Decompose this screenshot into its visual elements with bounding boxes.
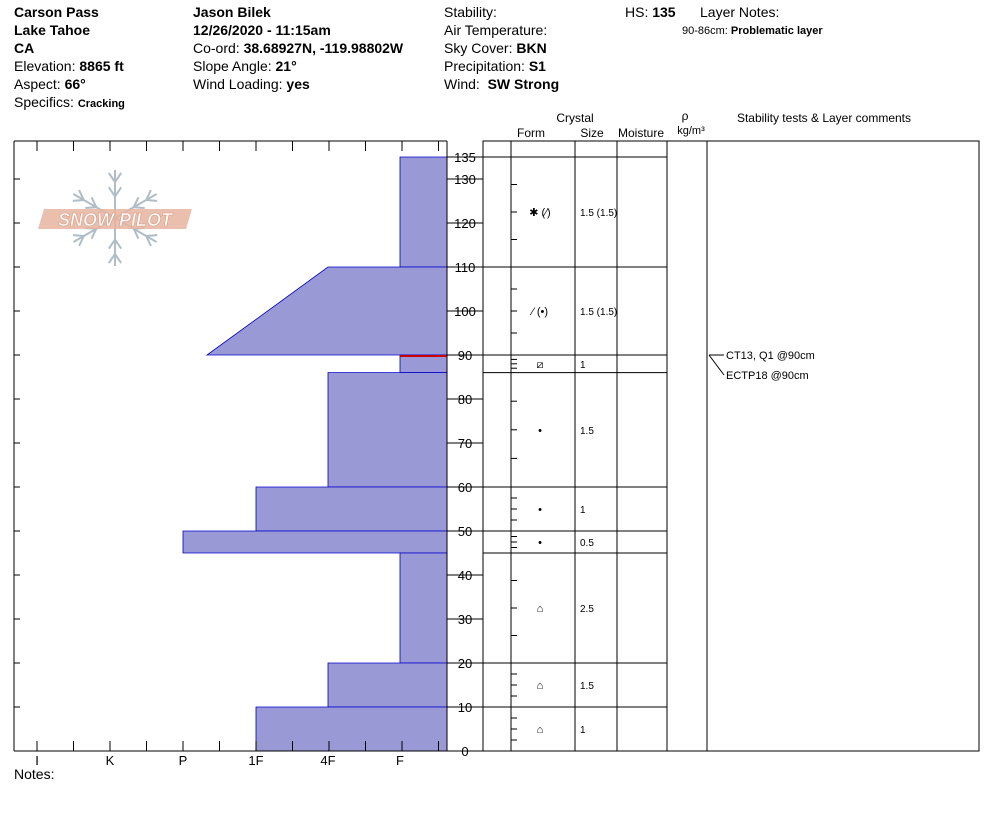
coord-value: 38.68927N, -119.98802W [243, 40, 404, 56]
wind-loading-label: Wind Loading: [193, 76, 283, 92]
hardness-tick-label: I [35, 753, 39, 768]
crystal-size: 1.5 (1.5) [580, 208, 618, 219]
location-name: Carson Pass [14, 4, 99, 20]
specifics-value: Cracking [77, 98, 125, 110]
crystal-form-symbol: ✱ (⁄) [529, 207, 551, 219]
layer-table [483, 109, 979, 751]
depth-tick-label: 30 [457, 612, 473, 627]
depth-tick-label: 0 [461, 744, 469, 759]
depth-tick-label: 60 [457, 480, 473, 495]
depth-tick-label: 130 [454, 172, 476, 187]
table-frame [483, 141, 707, 751]
crystal-form-symbol: • [538, 504, 542, 516]
crystal-form-symbol: ⌂ [536, 603, 544, 615]
snowpilot-logo [38, 170, 192, 266]
layer-note-text: Problematic layer [730, 25, 823, 37]
stability-test-label: CT13, Q1 @90cm [726, 350, 815, 362]
snowflake-branch [85, 207, 96, 208]
snowflake-branch [73, 235, 84, 236]
crystal-size: 0.5 [580, 538, 594, 549]
depth-tick-label: 90 [457, 348, 473, 363]
stability-test-label: ECTP18 @90cm [726, 370, 809, 382]
depth-tick-label: 120 [454, 216, 476, 231]
wind-loading-value: yes [286, 76, 310, 92]
layer-bar [256, 487, 447, 531]
layer-bar [207, 267, 447, 355]
aspect-label: Aspect: [14, 76, 61, 92]
slope-label: Slope Angle: [193, 58, 272, 74]
crystal-size: 1.5 [580, 681, 594, 692]
specifics-label: Specifics: [14, 94, 74, 110]
layer-bar [328, 663, 447, 707]
crystal-size: 1 [580, 725, 586, 736]
wind-value: SW Strong [487, 76, 560, 92]
crystal-size: 1.5 (1.5) [580, 307, 618, 318]
hardness-tick-label: F [396, 753, 404, 768]
crystal-size: 1 [580, 505, 586, 516]
wind-label: Wind: [444, 76, 480, 92]
depth-tick-label: 70 [457, 436, 473, 451]
coord-label: Co-ord: [193, 40, 240, 56]
crystal-header: Crystal [556, 111, 594, 125]
density-header: kg/m³ [677, 125, 705, 137]
hardness-tick-label: 1F [248, 753, 264, 768]
stability-label: Stability: [444, 4, 497, 20]
size-header: Size [580, 126, 604, 140]
sky-cover-value: BKN [516, 40, 547, 56]
layer-bar [400, 553, 447, 663]
aspect-value: 66° [64, 76, 86, 92]
depth-tick-label: 50 [457, 524, 473, 539]
depth-tick-label: 40 [457, 568, 473, 583]
logo-text: SNOW PILOT [58, 210, 172, 230]
comments-header: Stability tests & Layer comments [736, 111, 912, 125]
crystal-size: 2.5 [580, 604, 594, 615]
elevation-label: Elevation: [14, 58, 76, 74]
comments-frame [707, 141, 979, 751]
rho-header: ρ [681, 109, 689, 123]
layer-bar [256, 707, 447, 751]
air-temp-label: Air Temperature: [444, 22, 548, 38]
region-name: Lake Tahoe [14, 22, 90, 38]
stability-test-pointer [709, 355, 724, 375]
depth-tick-label: 80 [457, 392, 473, 407]
layer-note-range: 90-86cm: [682, 25, 728, 37]
state-name: CA [14, 40, 35, 56]
layer-notes-label: Layer Notes: [700, 4, 780, 20]
notes-label: Notes: [14, 766, 55, 782]
crystal-size: 1.5 [580, 425, 594, 437]
depth-tick-label: 20 [457, 656, 473, 671]
crystal-form-symbol: ⌂ [536, 724, 544, 736]
hardness-tick-label: K [105, 753, 115, 768]
layer-bar [183, 531, 447, 553]
moisture-header: Moisture [617, 126, 665, 140]
hardness-tick-label: 4F [320, 753, 336, 768]
depth-tick-label: 135 [454, 150, 476, 165]
form-header: Form [517, 126, 545, 140]
hs-label: HS: [625, 4, 649, 20]
crystal-form-symbol: • [538, 424, 542, 437]
crystal-form-symbol: ⧄ [536, 358, 544, 371]
layer-bar [400, 355, 447, 373]
elevation-value: 8865 ft [79, 58, 124, 74]
snowflake-branch [73, 200, 84, 201]
depth-tick-label: 10 [457, 700, 473, 715]
hardness-layers [183, 157, 447, 751]
layer-bar [328, 373, 447, 487]
sky-cover-label: Sky Cover: [444, 40, 513, 56]
observation-datetime: 12/26/2020 - 11:15am [193, 22, 331, 38]
crystal-size: 1 [580, 359, 586, 371]
crystal-form-symbol: ⁄ (•) [531, 306, 549, 318]
precip-value: S1 [528, 58, 546, 74]
hs-value: 135 [652, 4, 676, 20]
snowflake-branch [146, 235, 157, 236]
crystal-form-symbol: ⌂ [536, 680, 544, 692]
hardness-tick-label: P [178, 753, 188, 768]
slope-value: 21° [275, 58, 297, 74]
snowflake-branch [146, 200, 157, 201]
layer-bar [400, 157, 447, 267]
depth-tick-label: 100 [454, 304, 476, 319]
observer-name: Jason Bilek [193, 4, 271, 20]
crystal-form-symbol: • [538, 537, 542, 549]
snowflake-branch [134, 207, 145, 208]
depth-tick-label: 110 [454, 260, 476, 275]
precip-label: Precipitation: [444, 58, 525, 74]
